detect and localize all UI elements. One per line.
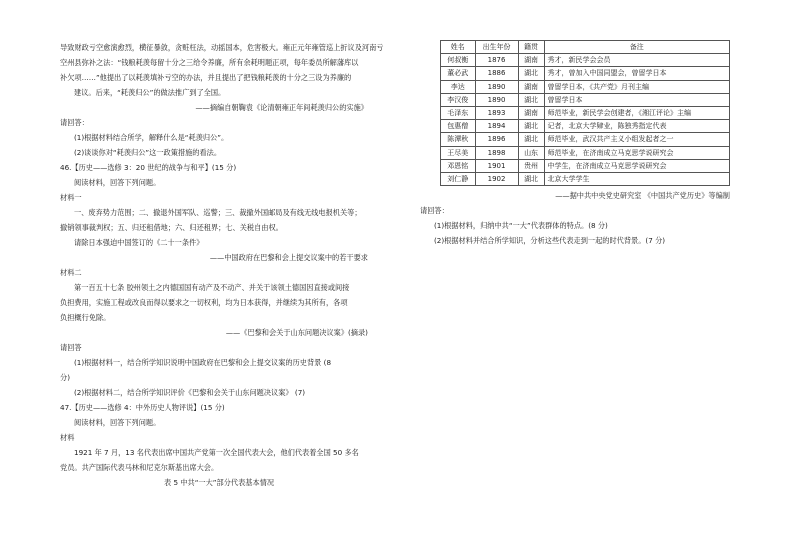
- cell-name: 毛泽东: [441, 107, 476, 120]
- col-header-birth-year: 出生年份: [475, 41, 518, 54]
- material-line: 负担费用，实施工程或改良而得以要求之一切权利，均为日本获得，并继续为其所有，各项: [60, 298, 348, 307]
- cell-birth-year: 1901: [475, 159, 518, 172]
- cell-name: 王尽美: [441, 146, 476, 159]
- question-item: (2)根据材料并结合所学知识，分析这些代表走到一起的时代背景。(7 分): [434, 236, 666, 246]
- material-label: 材料二: [60, 268, 82, 277]
- body-line: 建议。后来，“耗羡归公”的做法推广到了全国。: [74, 88, 226, 97]
- table-row: [441, 54, 730, 67]
- cell-birth-year: 1896: [475, 133, 518, 146]
- cell-birth-year: 1894: [475, 120, 518, 133]
- cell-native-place: 贵州: [518, 159, 544, 172]
- section-heading-47: 47.【历史——选修 4：中外历史人物评说】(15 分): [60, 403, 225, 412]
- cell-name: 陈潭秋: [441, 133, 476, 146]
- material-label: 材料: [60, 433, 75, 442]
- col-header-name: 姓名: [441, 41, 476, 54]
- cell-birth-year: 1876: [475, 54, 518, 67]
- source-citation: ——中国政府在巴黎和会上提交议案中的若干要求: [209, 253, 368, 262]
- question-item: (2)谈谈你对“耗羡归公”这一政策措施的看法。: [74, 148, 222, 157]
- cell-remarks: 记者，北京大学肄业，陈独秀指定代表: [544, 120, 730, 133]
- left-column: [60, 40, 384, 490]
- table-row: [441, 80, 730, 93]
- body-line: 空州县弥补之法：“钱粮耗羡每留十分之三给令养廉，所有余耗明题正项，每年委员所解藩库以: [60, 58, 359, 67]
- material-line: 负担概行免除。: [60, 313, 111, 322]
- cell-native-place: 湖南: [518, 107, 544, 120]
- table-row: [441, 67, 730, 80]
- material-line: 一、废弃势力范围；二、撤退外国军队、巡警；三、裁撤外国邮局及有线无线电报机关等；: [74, 208, 362, 217]
- table-row: [441, 173, 730, 186]
- body-line: 补欠项……”他提出了以耗羡填补亏空的办法，并且提出了把钱粮耗羡的十分之三设为养廉的: [60, 73, 352, 82]
- table-row: [441, 133, 730, 146]
- cell-native-place: 湖北: [518, 120, 544, 133]
- cell-remarks: 师范毕业，武汉共产主义小组发起者之一: [544, 133, 730, 146]
- cell-native-place: 湖南: [518, 80, 544, 93]
- cell-name: 董必武: [441, 67, 476, 80]
- cell-name: 何叔衡: [441, 54, 476, 67]
- question-label: 请回答：: [60, 118, 89, 127]
- material-label: 材料一: [60, 193, 82, 202]
- cell-name: 刘仁静: [441, 173, 476, 186]
- cell-remarks: 曾留学日本，《共产党》月刊主编: [544, 80, 730, 93]
- table-row: [441, 93, 730, 106]
- cell-native-place: 湖北: [518, 67, 544, 80]
- table-caption: 表 5 中共“一大”部分代表基本情况: [163, 478, 275, 487]
- body-line: 导致财政亏空愈演愈烈，横征暴敛，贪赃枉法，动摇国本，危害极大。雍正元年雍管巡上折议及河南亏: [60, 43, 384, 52]
- question-item: (1)根据材料一，结合所学知识说明中国政府在巴黎和会上提交议案的历史背景 (8: [74, 358, 332, 367]
- source-citation: ——《巴黎和会关于山东问题决议案》(摘录): [225, 328, 368, 337]
- cell-remarks: 秀才，曾加入中国同盟会，曾留学日本: [544, 67, 730, 80]
- cell-name: 邓恩铭: [441, 159, 476, 172]
- cell-remarks: 中学生，在济南成立马克思学说研究会: [544, 159, 730, 172]
- question-item: (1)根据材料结合所学，解释什么是“耗羡归公”。: [74, 133, 229, 142]
- cell-name: 李达: [441, 80, 476, 93]
- right-column: [420, 40, 740, 248]
- material-line: 请除日本强迫中国签订的《二十一条件》: [74, 238, 204, 247]
- section-heading-46: 46.【历史——选修 3：20 世纪的战争与和平】(15 分): [60, 163, 237, 172]
- cell-remarks: 师范毕业，新民学会创建者，《湘江评论》主编: [544, 107, 730, 120]
- question-label: 请回答: [60, 343, 82, 352]
- question-label: 请回答：: [420, 206, 449, 216]
- source-citation: ——据中共中央党史研究室 《中国共产党历史》等编制: [555, 191, 730, 201]
- cell-native-place: 湖南: [518, 54, 544, 67]
- material-line: 撤销领事裁判权；五、归还租借地；六、归还租界；七、关税自由权。: [60, 223, 283, 232]
- cell-remarks: 北京大学学生: [544, 173, 730, 186]
- material-line: 党员。共产国际代表马林和尼克尔斯基出席大会。: [60, 463, 219, 472]
- table-header-row: [441, 41, 730, 54]
- cell-birth-year: 1890: [475, 80, 518, 93]
- cell-birth-year: 1893: [475, 107, 518, 120]
- table-row: [441, 159, 730, 172]
- cell-remarks: 秀才，新民学会会员: [544, 54, 730, 67]
- col-header-remarks: 备注: [544, 41, 730, 54]
- table-row: [441, 107, 730, 120]
- cell-birth-year: 1898: [475, 146, 518, 159]
- table-row: [441, 146, 730, 159]
- cell-birth-year: 1886: [475, 67, 518, 80]
- question-item: (2)根据材料二，结合所学知识评价《巴黎和会关于山东问题决议案》 (7): [74, 388, 306, 397]
- cell-name: 包惠僧: [441, 120, 476, 133]
- cell-native-place: 湖北: [518, 133, 544, 146]
- delegates-table: [440, 40, 730, 186]
- table-body: [441, 54, 730, 186]
- material-line: 第一百五十七条 胶州领土之内德国国有动产及不动产、并关于该领土德国因直接或间接: [74, 283, 350, 292]
- cell-remarks: 曾留学日本: [544, 93, 730, 106]
- cell-native-place: 山东: [518, 146, 544, 159]
- instruction: 阅读材料，回答下列问题。: [74, 418, 161, 427]
- cell-remarks: 师范毕业，在济南成立马克思学说研究会: [544, 146, 730, 159]
- col-header-native-place: 籍贯: [518, 41, 544, 54]
- cell-birth-year: 1890: [475, 93, 518, 106]
- cell-name: 李汉俊: [441, 93, 476, 106]
- material-line: 1921 年 7 月，13 名代表出席中国共产党第一次全国代表大会，他们代表着全国 50 多名: [74, 448, 359, 457]
- cell-native-place: 湖北: [518, 173, 544, 186]
- cell-birth-year: 1902: [475, 173, 518, 186]
- instruction: 阅读材料，回答下列问题。: [74, 178, 161, 187]
- table-row: [441, 120, 730, 133]
- source-citation: ——摘编自朝鞠袁《论清朝雍正年间耗羡归公的实施》: [195, 103, 368, 112]
- cell-native-place: 湖北: [518, 93, 544, 106]
- question-item: 分): [60, 373, 70, 382]
- question-item: (1)根据材料，归纳中共“一大”代表群体的特点。(8 分): [434, 221, 608, 231]
